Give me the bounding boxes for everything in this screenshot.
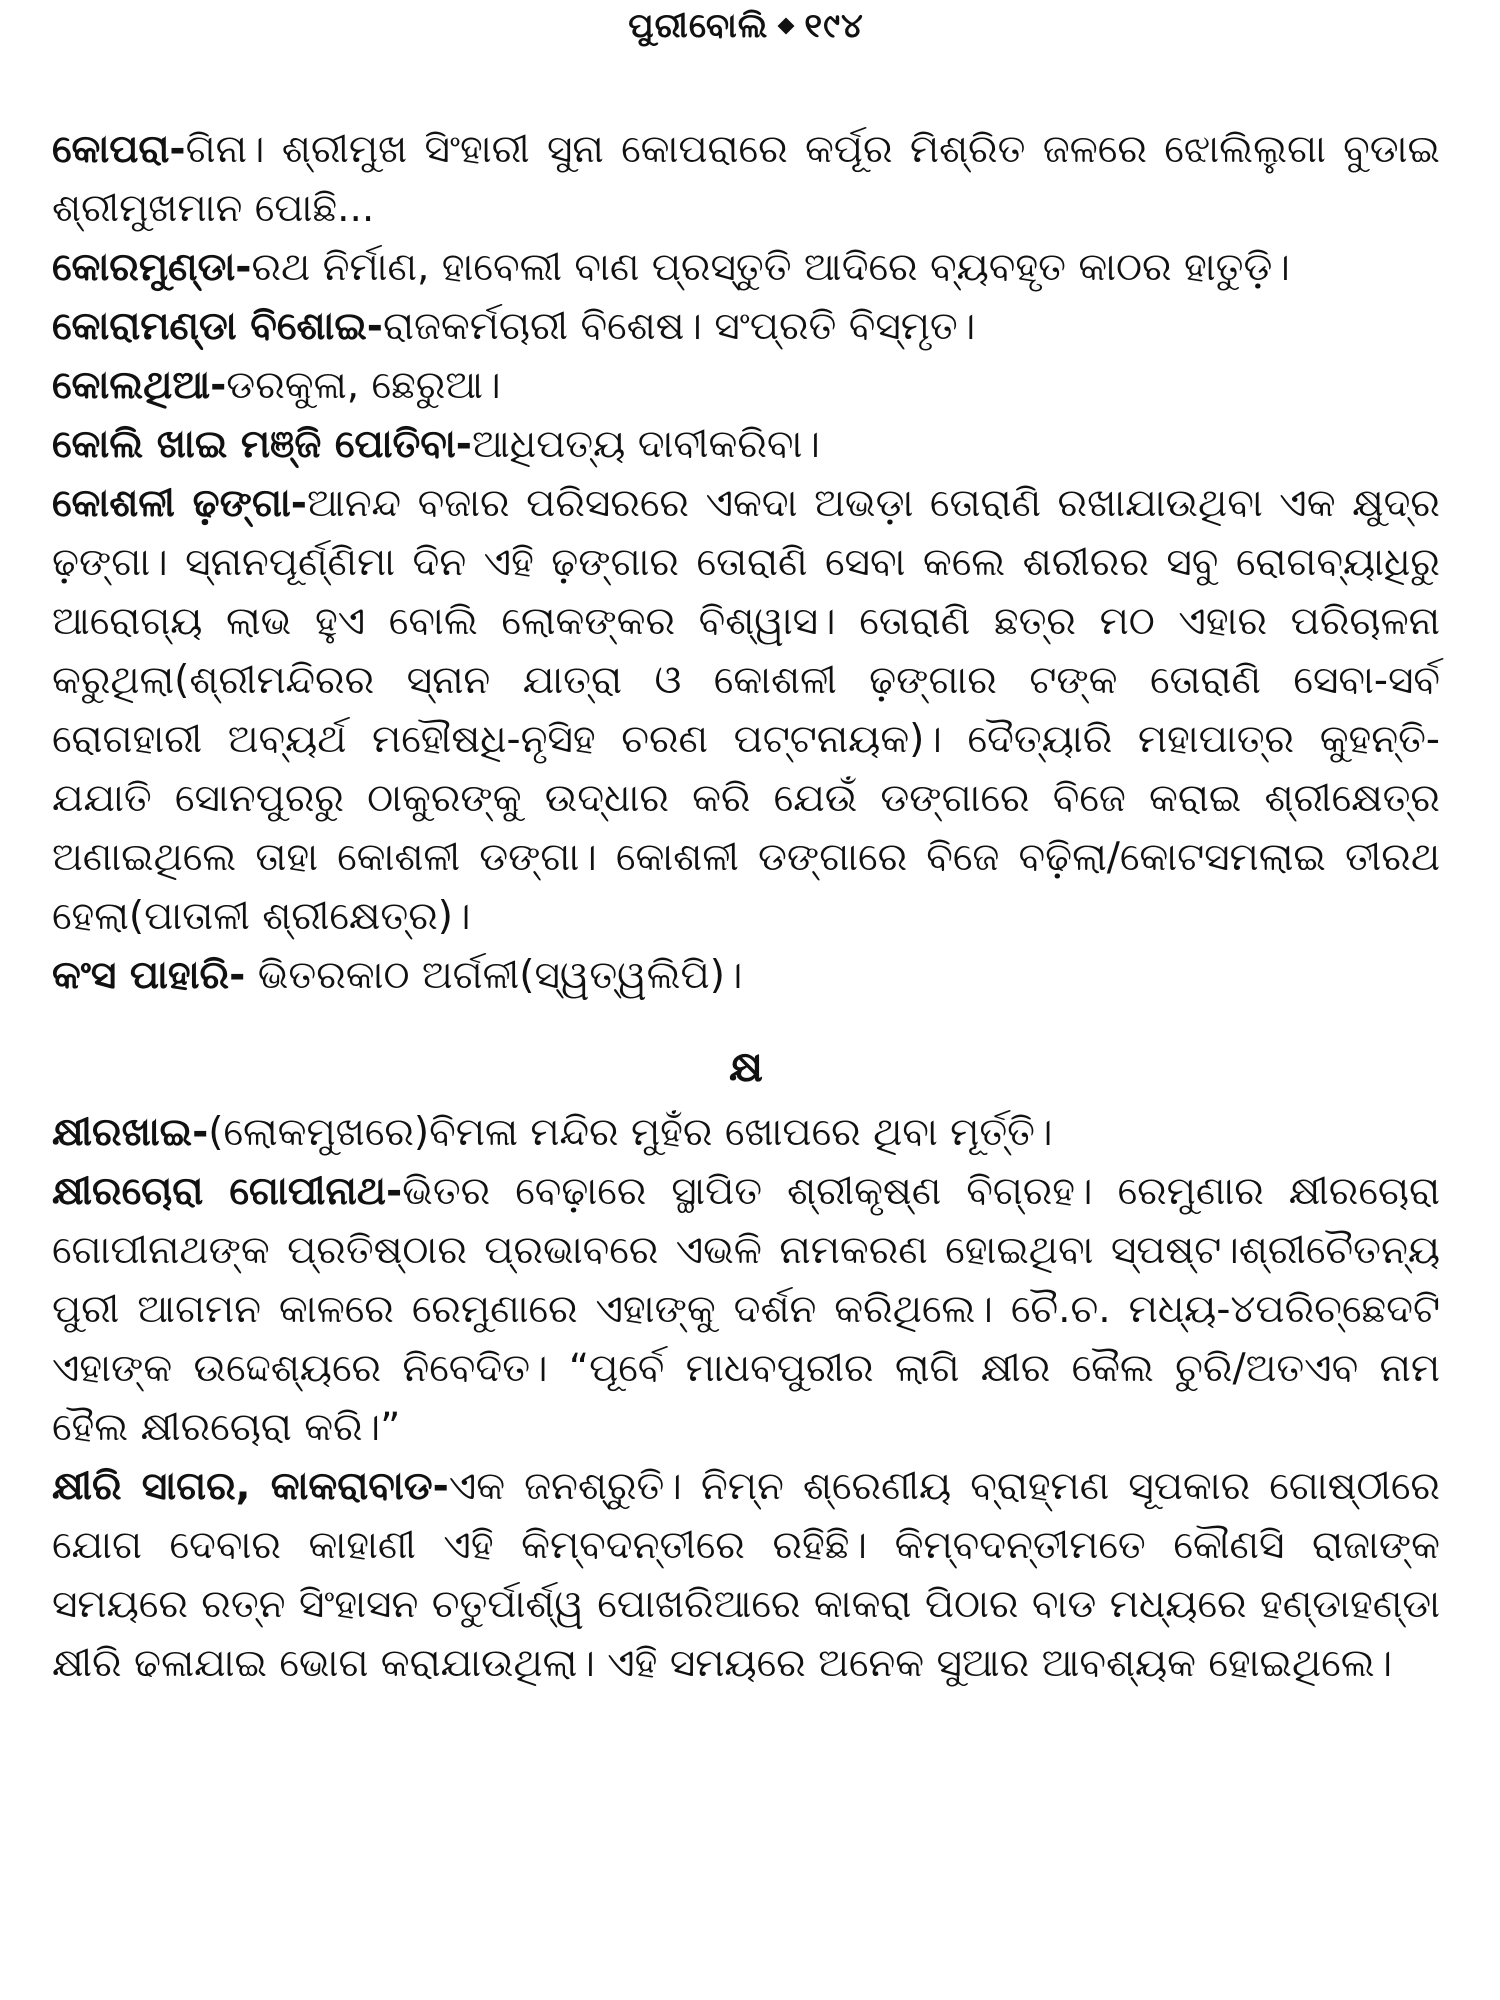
entry-definition: ରଥ ନିର୍ମାଣ, ହାବେଲୀ ବାଣ ପ୍ରସ୍ତୁତି ଆଦିରେ ବ୍ୟବହୃତ କାଠର ହାତୁଡ଼ି। <box>251 245 1290 290</box>
entry-definition: ଆନନ୍ଦ ବଜାର ପରିସରରେ ଏକଦା ଅଭଡ଼ା ତୋରାଣି ରଖାଯାଉଥିବା ଏକ କ୍ଷୁଦ୍ର ଢ଼ଙ୍ଗା। ସ୍ନାନପୂର୍ଣ୍ଣିମା ଦିନ ଏହି ଢ଼ଙ୍ଗାର ତୋରାଣି ସେବା କଲେ ଶରୀରର ସବୁ ରୋଗବ୍ୟାଧିରୁ ଆରୋଗ୍ୟ ଲାଭ ହୁଏ ବୋଲି ଲୋକଙ୍କର ବିଶ୍ୱାସ। ତୋରାଣି ଛତ୍ର ମଠ ଏହାର ପରିଚାଳନା କରୁଥିଲା(ଶ୍ରୀମନ୍ଦିରର ସ୍ନାନ ଯାତ୍ରା ଓ କୋଶଳୀ ଢ଼ଙ୍ଗାର ଟଙ୍କ ତୋରାଣି ସେବା-ସର୍ବ ରୋଗହାରୀ ଅବ୍ୟର୍ଥ ମହୌଷଧି-ନୃସିହ ଚରଣ ପଟ୍ଟନାୟକ)। ଦୈତ୍ୟାରି ମହାପାତ୍ର କୁହନ୍ତି-ଯଯାତି ସୋନପୁରରୁ ଠାକୁରଙ୍କୁ ଉଦ୍ଧାର କରି ଯେଉଁ ଡଙ୍ଗାରେ ବିଜେ କରାଇ ଶ୍ରୀକ୍ଷେତ୍ର ଅଣାଇଥିଲେ ତାହା କୋଶଳୀ ଡଙ୍ଗା। କୋଶଳୀ ଡଙ୍ଗାରେ ବିଜେ ବଢ଼ିଲା/କୋଟସମଲାଇ ତୀରଥ ହେଲା(ପାତାଳୀ ଶ୍ରୀକ୍ଷେତ୍ର)। <box>52 481 1440 939</box>
book-title: ପୁରୀବୋଲି <box>628 6 769 46</box>
entry-definition: ଏକ ଜନଶ୍ରୁତି। ନିମ୍ନ ଶ୍ରେଣୀୟ ବ୍ରାହ୍ମଣ ସୂପକାର ଗୋଷ୍ଠୀରେ ଯୋଗ ଦେବାର କାହାଣୀ ଏହି କିମ୍ବଦନ୍ତୀରେ ରହିଛି। କିମ୍ବଦନ୍ତୀମତେ କୌଣସି ରାଜାଙ୍କ ସମୟରେ ରତ୍ନ ସିଂହାସନ ଚତୁର୍ପାର୍ଶ୍ୱ ପୋଖରିଆରେ କାକରା ପିଠାର ବାଡ ମଧ୍ୟରେ ହଣ୍ଡାହଣ୍ଡା କ୍ଷୀରି ଢଳାଯାଇ ଭୋଗ କରାଯାଉଥିଲା। ଏହି ସମୟରେ ଅନେକ ସୁଆର ଆବଶ୍ୟକ ହୋଇଥିଲେ। <box>52 1464 1440 1686</box>
entry-term: କୋଲଥିଆ- <box>52 363 227 408</box>
entry-definition: ଭିତରକାଠ ଅର୍ଗଳୀ(ସ୍ୱତ୍ୱଲିପି)। <box>245 953 743 998</box>
dictionary-entry <box>52 1103 1440 1162</box>
diamond-separator-icon <box>778 17 795 34</box>
entries-section-ksha <box>52 1103 1440 1693</box>
entry-term: କଂସ ପାହାରି- <box>52 953 246 998</box>
dictionary-entry <box>52 1162 1440 1457</box>
entry-definition: ଗିନା। ଶ୍ରୀମୁଖ ସିଂହାରୀ ସୁନା କୋପରାରେ କର୍ପୂର ମିଶ୍ରିତ ଜଳରେ ଝୋଲିଲୁଗା ବୁଡାଇ ଶ୍ରୀମୁଖମାନ ପୋଛି... <box>52 127 1440 231</box>
entries-section-ko <box>52 120 1440 1005</box>
entry-definition: ଭିତର ବେଢ଼ାରେ ସ୍ଥାପିତ ଶ୍ରୀକୃଷ୍ଣ ବିଗ୍ରହ। ରେମୁଣାର କ୍ଷୀରଚୋରା ଗୋପୀନାଥଙ୍କ ପ୍ରତିଷ୍ଠାର ପ୍ରଭାବରେ ଏଭଳି ନାମକରଣ ହୋଇଥିବା ସ୍ପଷ୍ଟ।ଶ୍ରୀଚୈତନ୍ୟ ପୁରୀ ଆଗମନ କାଳରେ ରେମୁଣାରେ ଏହାଙ୍କୁ ଦର୍ଶନ କରିଥିଲେ। ଚୈ.ଚ. ମଧ୍ୟ-୪ପରିଚ୍ଛେଦଟି ଏହାଙ୍କ ଉଦ୍ଦେଶ୍ୟରେ ନିବେଦିତ। “ପୂର୍ବେ ମାଧବପୁରୀର ଲାଗି କ୍ଷୀର କୈଲ ଚୁରି/ଅତଏବ ନାମ ହୈଲ କ୍ଷୀରଚୋରା କରି।” <box>52 1169 1440 1450</box>
dictionary-entry <box>52 297 1440 356</box>
entry-term: କୋପରା- <box>52 127 186 172</box>
dictionary-entry <box>52 120 1440 238</box>
entry-definition: ଆଧିପତ୍ୟ ଦାବୀକରିବା। <box>471 422 820 467</box>
entry-term: କ୍ଷୀରି ସାଗର, କାକରାବାଡ- <box>52 1464 449 1509</box>
dictionary-entry <box>52 474 1440 946</box>
entry-definition: ଡରକୁଳା, ଛେରୁଆ। <box>226 363 501 408</box>
dictionary-entry <box>52 1457 1440 1693</box>
dictionary-entry <box>52 946 1440 1005</box>
entry-term: କୋଶଳୀ ଢ଼ଙ୍ଗା- <box>52 481 307 526</box>
dictionary-entry <box>52 415 1440 474</box>
entry-term: କୋଲି ଖାଇ ମଞ୍ଜି ପୋତିବା- <box>52 422 472 467</box>
entry-term: କ୍ଷୀରଖାଇ- <box>52 1110 209 1155</box>
entry-definition: (ଲୋକମୁଖରେ)ବିମଳା ମନ୍ଦିର ମୁହଁର ଖୋପରେ ଥିବା ମୂର୍ତ୍ତି। <box>208 1110 1053 1155</box>
section-letter-heading: କ୍ଷ <box>729 1042 763 1091</box>
entry-term: କ୍ଷୀରଚୋରା ଗୋପୀନାଥ- <box>52 1169 403 1214</box>
page-number: ୧୯୪ <box>804 6 864 46</box>
dictionary-entry <box>52 356 1440 415</box>
running-header <box>52 0 1440 66</box>
entry-term: କୋରାମଣ୍ଡା ବିଶୋଇ- <box>52 304 383 349</box>
entry-term: କୋରମୁଣ୍ଡା- <box>52 245 252 290</box>
entry-definition: ରାଜକର୍ମଚାରୀ ବିଶେଷ। ସଂପ୍ରତି ବିସ୍ମୃତ। <box>382 304 976 349</box>
dictionary-entry <box>52 238 1440 297</box>
